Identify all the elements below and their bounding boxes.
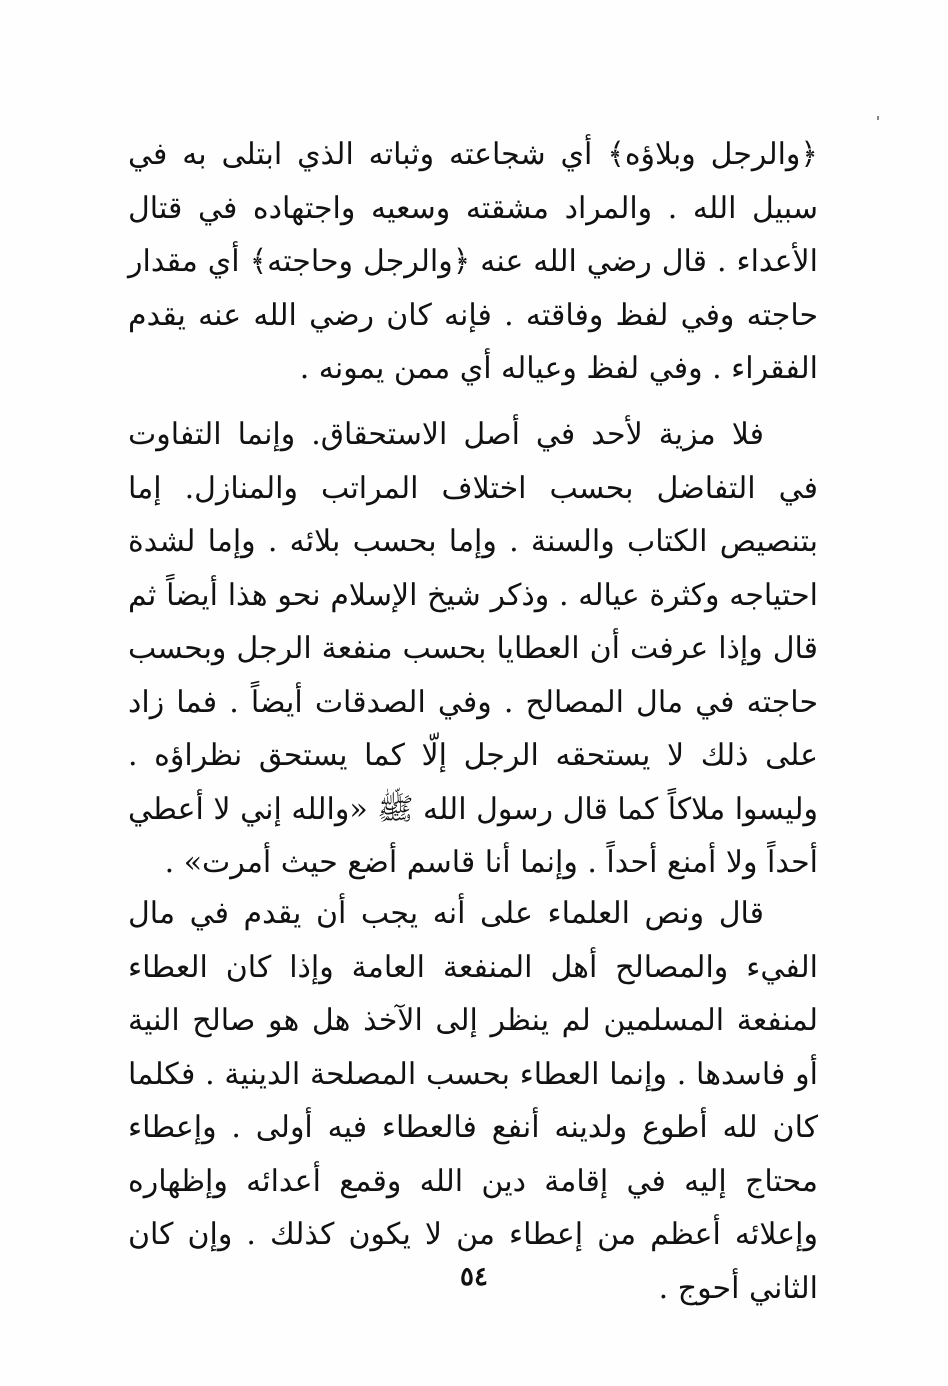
paragraph-2: فلا مزية لأحد في أصل الاستحقاق. وإنما التفاوت في التفاضل بحسب اختلاف المراتب والمنازل. إما بتنصيص الكتاب والسنة . وإما بحسب بلائه . وإما لشدة احتياجه وكثرة عياله . وذكر شيخ الإسلام نحو هذا أيضاً ثم قال وإذا عرفت أن العطايا بحسب منفعة الرجل وبحسب حاجته في مال المصالح . وفي الصدقات أيضاً . فما زاد على ذلك لا يستحقه الرجل إلّا كما يستحق نظراؤه . وليسوا ملاكاً كما قال رسول الله ﷺ «والله إني لا أعطي أحداً ولا أمنع أحداً . وإنما أنا قاسم أضع حيث أمرت» . [128, 417, 818, 880]
page-number: ٥٤ [460, 1262, 488, 1292]
scan-speck [877, 116, 879, 120]
paragraph-3: قال ونص العلماء على أنه يجب أن يقدم في مال الفيء والمصالح أهل المنفعة العامة وإذا كان العطاء لمنفعة المسلمين لم ينظر إلى الآخذ هل هو صالح النية أو فاسدها . وإنما العطاء بحسب المصلحة الدينية . فكلما كان لله أطوع ولدينه أنفع فالعطاء فيه أولى . وإعطاء محتاج إليه في إقامة دين الله وقمع أعدائه وإظهاره وإعلائه أعظم من إعطاء من لا يكون كذلك . وإن كان الثاني أحوج . [128, 896, 818, 1306]
paragraph-1: ﴿والرجل وبلاؤه﴾ أي شجاعته وثباته الذي ابتلى به في سبيل الله . والمراد مشقته وسعيه واجتهاده في قتال الأعداء . قال رضي الله عنه ﴿والرجل وحاجته﴾ أي مقدار حاجته وفي لفظ وفاقته . فإنه كان رضي الله عنه يقدم الفقراء . وفي لفظ وعياله أي ممن يمونه . [128, 137, 818, 386]
